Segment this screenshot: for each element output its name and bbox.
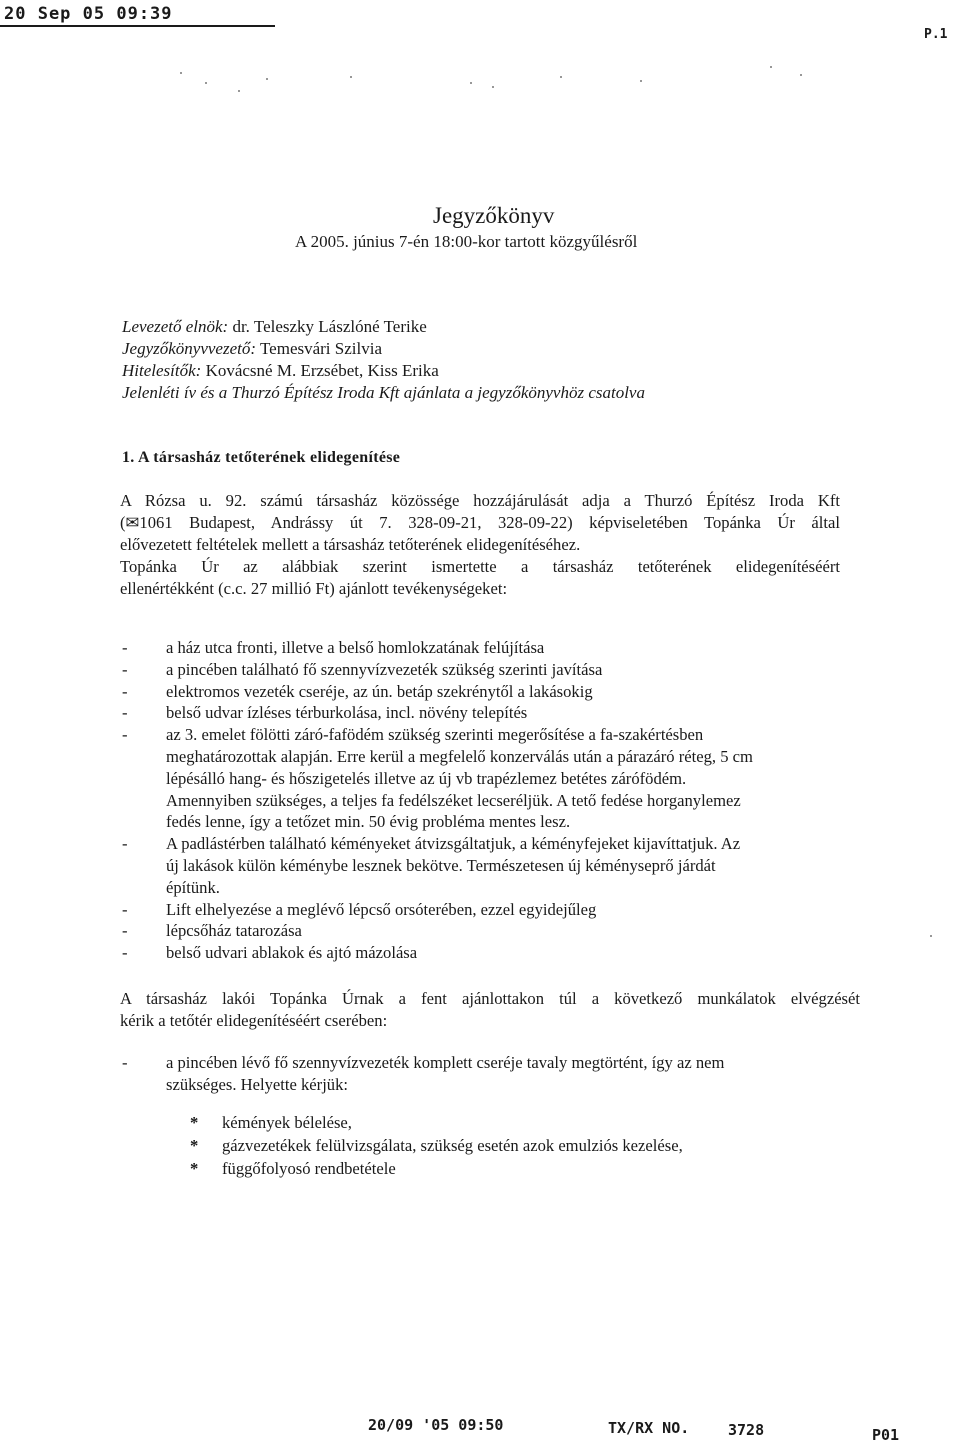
list-item: - a ház utca fronti, illetve a belső homlokzatának felújítása bbox=[122, 638, 545, 657]
document-subtitle: A 2005. június 7-én 18:00-kor tartott közgyűlésről bbox=[295, 232, 638, 251]
list-item: - az 3. emelet fölötti záró-fafödém szükség szerinti megerősítése a fa-szakértésben meghatározottak alapján. Erre kerül a megfelelő konzerválás után a párazáró réteg, 5 cm lépésálló hang- és hőszigetelés illetve az új vb trapézlemez betétes zárófödém. Amennyiben szükséges, a teljes fa fedélszéket lecseréljük. A tető fedése horganylemez fedés lenne, így a tetőzet min. 50 évig probléma mentes lesz. bbox=[122, 725, 753, 832]
paragraph-line: ellenértékként (c.c. 27 millió Ft) ajánlott tevékenységeket: bbox=[120, 579, 508, 598]
asterisk-bullet-icon: * bbox=[190, 1136, 199, 1155]
request-list bbox=[122, 1052, 882, 1096]
sub-items-list bbox=[190, 1111, 683, 1180]
meta-authenticators: Hitelesítők: Kovácsné M. Erzsébet, Kiss Erika bbox=[122, 361, 439, 380]
list-item: - a pincében lévő fő szennyvízvezeték komplett cseréje tavaly megtörtént, így az nem szükséges. Helyette kérjük: bbox=[122, 1053, 725, 1094]
works-list bbox=[122, 637, 857, 964]
fax-header-date: 20 Sep 05 09:39 bbox=[4, 4, 173, 24]
asterisk-bullet-icon: * bbox=[190, 1113, 199, 1132]
paragraph-line: (✉1061 Budapest, Andrássy út 7. 328-09-21, 328-09-22) képviseletében Topánka Úr által bbox=[120, 513, 840, 532]
list-item: - lépcsőház tatarozása bbox=[122, 921, 302, 941]
paragraph-line: A Rózsa u. 92. számú társasház közössége hozzájárulását adja a Thurzó Építész Iroda Kft bbox=[120, 491, 840, 510]
paragraph-line: kérik a tetőtér elidegenítéséért cserében: bbox=[120, 1011, 388, 1030]
list-item: * függőfolyosó rendbetétele bbox=[190, 1159, 396, 1178]
meta-attachments: Jelenléti ív és a Thurzó Építész Iroda Kft ajánlata a jegyzőkönyvhöz csatolva bbox=[122, 383, 645, 402]
fax-footer-txrx: TX/RX NO. bbox=[608, 1419, 690, 1437]
meta-minutes-keeper: Jegyzőkönyvvezető: Temesvári Szilvia bbox=[122, 339, 382, 358]
asterisk-bullet-icon: * bbox=[190, 1159, 199, 1178]
fax-footer-datetime: 20/09 '05 09:50 bbox=[368, 1416, 504, 1434]
section-heading: 1. A társasház tetőterének elidegenítése bbox=[122, 449, 401, 466]
list-item: - Lift elhelyezése a meglévő lépcső orsóterében, ezzel egyidejűleg bbox=[122, 899, 597, 919]
fax-header-page: P.1 bbox=[924, 27, 948, 42]
list-item: - elektromos vezeték cseréje, az ún. betáp szekrénytől a lakásokig bbox=[122, 681, 593, 701]
document-title: Jegyzőkönyv bbox=[433, 203, 555, 228]
list-item: * kémények bélelése, bbox=[190, 1113, 352, 1132]
meta-block bbox=[122, 316, 645, 404]
list-item: - belső udvari ablakok és ajtó mázolása bbox=[122, 943, 418, 963]
paragraph-requests bbox=[120, 988, 860, 1032]
paragraph-line: A társasház lakói Topánka Úrnak a fent ajánlottakon túl a következő munkálatok elvégzését bbox=[120, 989, 860, 1008]
list-item: - a pincében található fő szennyvízvezeték szükség szerinti javítása bbox=[122, 659, 603, 679]
list-item: - A padlástérben található kéményeket átvizsgáltatjuk, a kéményfejeket kijavíttatjuk. Az új lakások külön kéménybe lesznek bekötve. Természetesen új kéményseprő járdát építünk. bbox=[122, 834, 741, 897]
list-item: - belső udvar ízléses térburkolása, incl. növény telepítés bbox=[122, 703, 528, 723]
meta-chairman: Levezető elnök: dr. Teleszky Lászlóné Terike bbox=[122, 317, 427, 336]
fax-header-rule bbox=[0, 25, 275, 27]
paragraph-line: Topánka Úr az alábbiak szerint ismertette a társasház tetőterének elidegenítéséért bbox=[120, 557, 840, 576]
paragraph-consent bbox=[120, 490, 840, 600]
paragraph-line: elővezetett feltételek mellett a társasház tetőterének elidegenítéséhez. bbox=[120, 535, 581, 554]
fax-footer-page: P01 bbox=[872, 1426, 900, 1444]
list-item: * gázvezetékek felülvizsgálata, szükség esetén azok emulziós kezelése, bbox=[190, 1136, 683, 1155]
fax-footer-number: 3728 bbox=[728, 1421, 765, 1439]
